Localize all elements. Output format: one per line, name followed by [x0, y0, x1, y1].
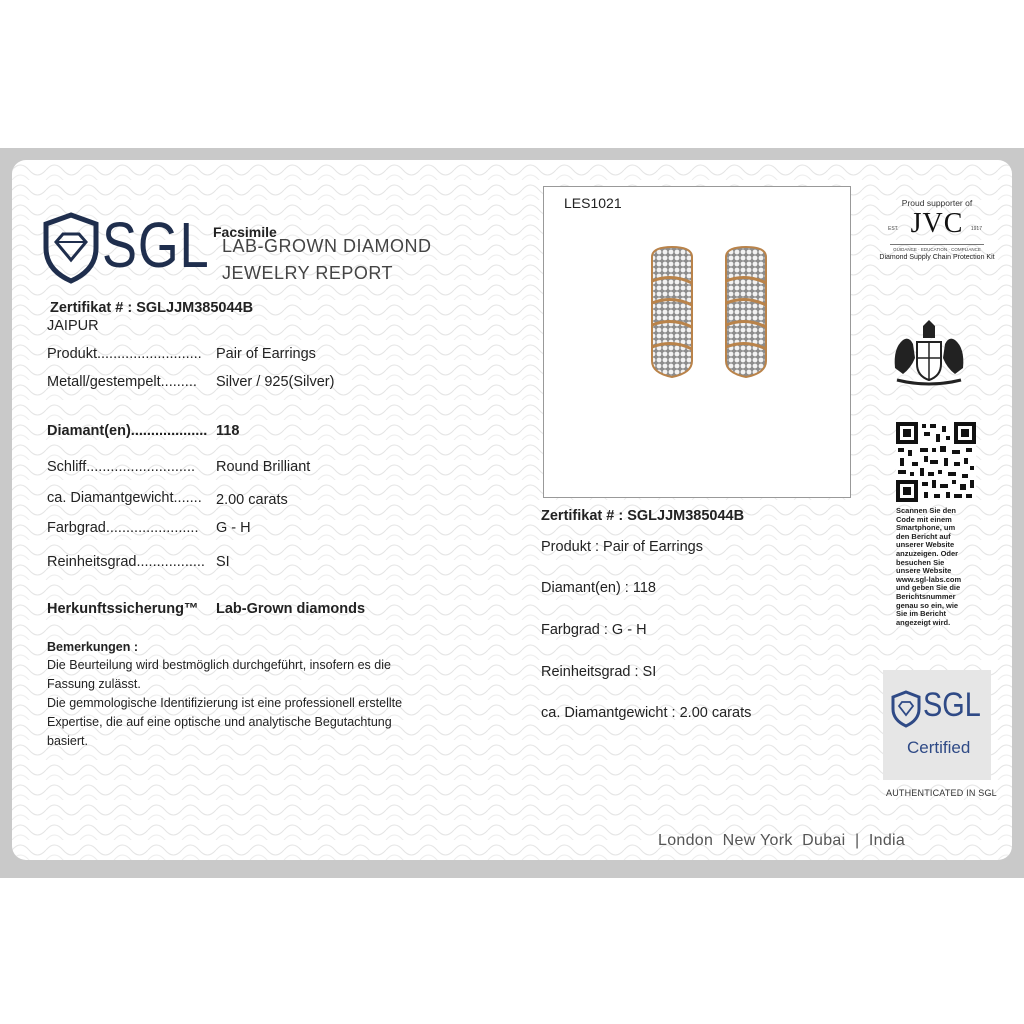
city-label: JAIPUR: [47, 318, 99, 334]
left-earring: [652, 247, 692, 377]
sgl-certified-badge: [883, 670, 991, 780]
summary-product: Produkt : Pair of Earrings: [541, 539, 703, 555]
remarks-line: Fassung zulässt.: [47, 677, 141, 691]
jvc-year: 1917: [970, 226, 982, 232]
report-title-line1: LAB-GROWN DIAMOND: [222, 236, 432, 256]
remarks-line: basiert.: [47, 734, 88, 748]
right-earring: [726, 247, 766, 377]
jvc-supporter-block: [870, 198, 1004, 261]
facsimile-label: Facsimile: [213, 224, 277, 240]
remarks-line: Die Beurteilung wird bestmöglich durchgeführt, insofern es die: [47, 658, 391, 672]
row-value-weight: 2.00 carats: [216, 492, 288, 508]
product-photo-frame: [543, 186, 851, 498]
row-label-product: Produkt..........................: [47, 346, 202, 362]
summary-certificate: Zertifikat # : SGLJJM385044B: [541, 508, 745, 524]
summary-diamonds: Diamant(en) : 118: [541, 580, 656, 596]
row-value-metal: Silver / 925(Silver): [216, 374, 335, 390]
summary-weight: ca. Diamantgewicht : 2.00 carats: [541, 705, 752, 721]
summary-clarity: Reinheitsgrad : SI: [541, 664, 657, 680]
qr-instructions: Scannen Sie den Code mit einem Smartphone, um den Bericht auf unserer Website anzuzeigen. Oder besuchen Sie unsere Website www.sgl-labs.com und geben Sie die Berichtsnummer genau so ein, wie Sie im Bericht angezeigt wird.: [896, 506, 962, 627]
certificate-number: Zertifikat # : SGLJJM385044B: [50, 300, 254, 316]
summary-color: Farbgrad : G - H: [541, 622, 647, 638]
row-label-cut: Schliff...........................: [47, 459, 195, 475]
badge-shield-icon: [891, 690, 921, 728]
sgl-logo-text: SGL: [102, 209, 210, 281]
remarks-title: Bemerkungen :: [47, 640, 138, 654]
row-label-diamonds: Diamant(en)...................: [47, 423, 208, 439]
row-value-diamonds: 118: [216, 423, 240, 439]
supporter-label: Proud supporter of: [901, 198, 973, 208]
row-value-product: Pair of Earrings: [216, 346, 316, 362]
badge-certified-text: Certified: [907, 738, 971, 757]
origin-label: Herkunftssicherung™: [47, 601, 199, 617]
product-code: LES1021: [564, 195, 622, 211]
row-label-color: Farbgrad.......................: [47, 520, 199, 536]
jvc-logo-text: JVC: [910, 208, 964, 239]
jvc-est: EST.: [888, 226, 899, 232]
badge-logo-text: SGL: [923, 686, 981, 724]
coat-of-arms-icon: [889, 318, 969, 388]
authenticated-label: AUTHENTICATED IN SGL: [886, 788, 997, 798]
office-locations: London New York Dubai | India: [658, 832, 906, 849]
row-value-cut: Round Brilliant: [216, 459, 311, 475]
jvc-kit-label: Diamond Supply Chain Protection Kit: [879, 254, 995, 261]
row-value-color: G - H: [216, 520, 251, 536]
row-label-clarity: Reinheitsgrad.................: [47, 554, 205, 570]
remarks-line: Expertise, die auf eine optische und analytische Begutachtung: [47, 715, 392, 729]
remarks-line: Die gemmologische Identifizierung ist eine professionell erstellte: [47, 696, 403, 710]
origin-value: Lab-Grown diamonds: [216, 601, 366, 617]
jvc-tagline: GUIDANCE · EDUCATION · COMPLIANCE: [890, 244, 984, 252]
row-value-clarity: SI: [216, 554, 230, 570]
earrings-image: [644, 243, 784, 383]
row-label-metal: Metall/gestempelt.........: [47, 374, 197, 390]
sgl-shield-icon: [42, 212, 100, 284]
qr-code[interactable]: [896, 422, 976, 502]
report-title-line2: JEWELRY REPORT: [222, 263, 394, 283]
row-label-weight: ca. Diamantgewicht.......: [47, 490, 202, 506]
